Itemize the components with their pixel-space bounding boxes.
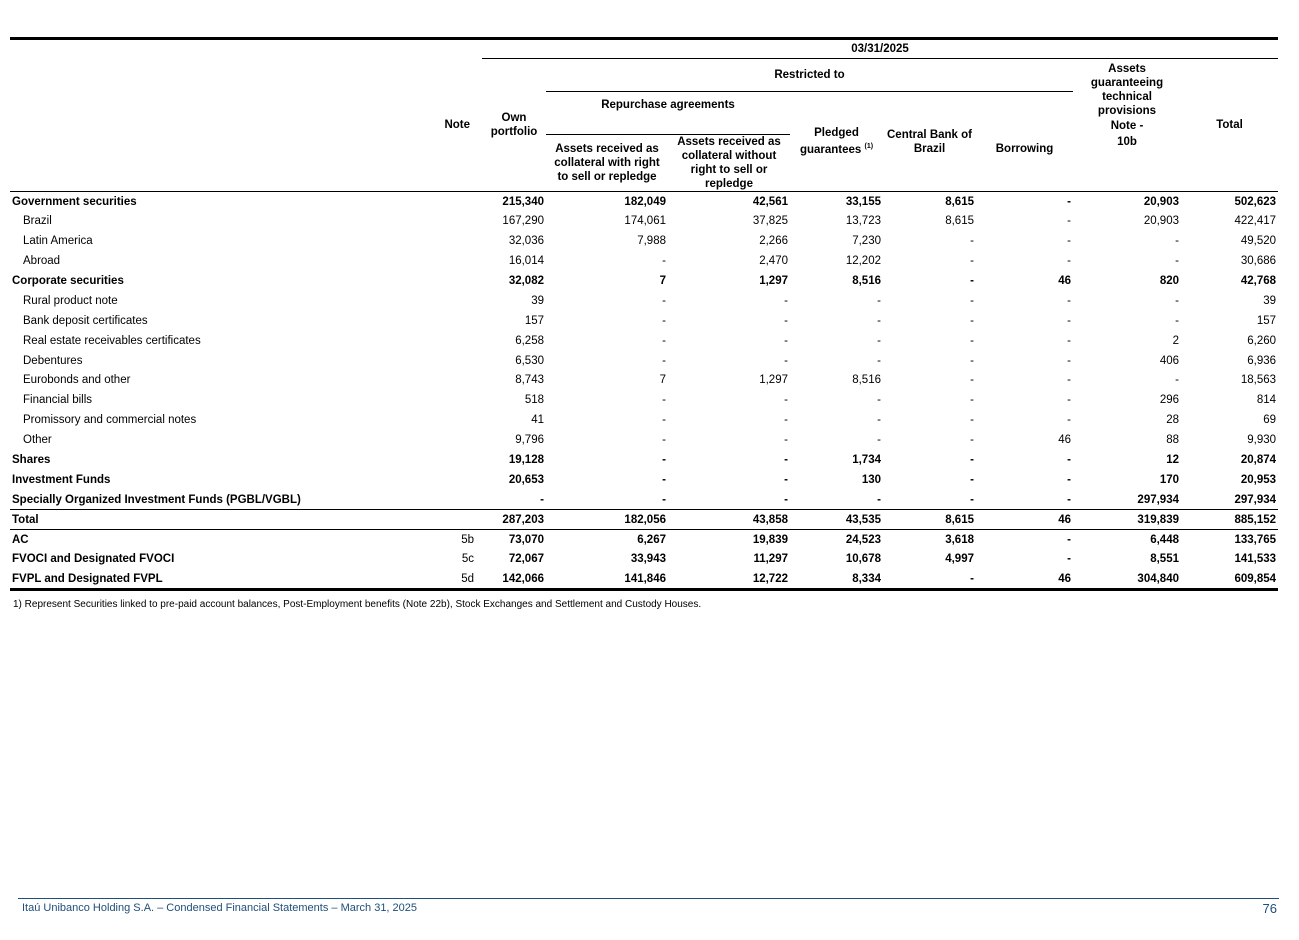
value-cell: 8,615 bbox=[883, 192, 976, 212]
row-note bbox=[392, 311, 482, 331]
table-row bbox=[10, 371, 1278, 391]
value-cell: 10,678 bbox=[845, 553, 881, 566]
value-cell: - bbox=[1175, 255, 1179, 268]
value-cell: 8,516 bbox=[852, 374, 881, 387]
value-cell: - bbox=[1067, 314, 1071, 327]
value-cell: 4,997 bbox=[945, 553, 974, 566]
value-cell: 39 bbox=[1263, 294, 1277, 307]
value-cell: 885,152 bbox=[1181, 510, 1278, 530]
value-cell: 406 bbox=[1159, 354, 1179, 367]
value-cell: - bbox=[662, 493, 666, 506]
row-label: Corporate securities bbox=[12, 275, 124, 287]
value-cell: 16,014 bbox=[508, 255, 544, 268]
row-label: Financial bills bbox=[23, 394, 93, 407]
value-cell: 8,516 bbox=[852, 275, 881, 287]
table-row bbox=[10, 430, 1278, 450]
row-label: Rural product note bbox=[23, 294, 118, 307]
value-cell: 157 bbox=[1256, 314, 1277, 327]
row-label: Investment Funds bbox=[12, 473, 111, 486]
value-cell: - bbox=[877, 414, 881, 427]
value-cell: - bbox=[1175, 235, 1179, 248]
value-cell: 19,839 bbox=[752, 533, 788, 546]
value-cell: 518 bbox=[524, 394, 544, 407]
value-cell: - bbox=[877, 294, 881, 307]
value-cell: 157 bbox=[524, 314, 544, 327]
value-cell: 18,563 bbox=[1240, 374, 1277, 387]
row-label: Specially Organized Investment Funds (PGBL/VGBL) bbox=[12, 493, 301, 506]
table-row bbox=[10, 311, 1278, 331]
value-cell: 46 bbox=[976, 510, 1073, 530]
row-note bbox=[392, 251, 482, 271]
value-cell: 28 bbox=[1166, 414, 1179, 427]
row-note: 5d bbox=[392, 569, 482, 589]
value-cell: 6,267 bbox=[637, 533, 666, 546]
value-cell: - bbox=[970, 454, 974, 467]
value-cell: 8,551 bbox=[1150, 553, 1179, 566]
value-cell: 8,743 bbox=[515, 374, 544, 387]
row-note bbox=[392, 331, 482, 351]
value-cell: 88 bbox=[1166, 434, 1179, 447]
value-cell: 20,903 bbox=[1143, 215, 1179, 228]
value-cell: 215,340 bbox=[482, 192, 546, 212]
value-cell: 20,874 bbox=[1240, 454, 1277, 467]
header-own-portfolio: Own portfolio bbox=[482, 59, 546, 192]
value-cell: - bbox=[970, 473, 974, 486]
row-note bbox=[392, 490, 482, 510]
table-row bbox=[10, 231, 1278, 251]
row-label: Bank deposit certificates bbox=[23, 314, 148, 327]
value-cell: - bbox=[662, 454, 666, 467]
row-label: Latin America bbox=[23, 235, 93, 248]
value-cell: 7 bbox=[659, 374, 666, 387]
table-row bbox=[10, 510, 1278, 530]
row-note bbox=[392, 470, 482, 490]
value-cell: - bbox=[662, 334, 666, 347]
value-cell: 820 bbox=[1159, 275, 1179, 287]
value-cell: 287,203 bbox=[482, 510, 546, 530]
row-label: Government securities bbox=[10, 192, 392, 212]
value-cell: 32,036 bbox=[508, 235, 544, 248]
value-cell: - bbox=[1067, 454, 1071, 467]
table-body bbox=[10, 192, 1278, 590]
value-cell: 142,066 bbox=[482, 569, 546, 589]
value-cell: - bbox=[662, 255, 666, 268]
value-cell: 73,070 bbox=[508, 533, 544, 546]
value-cell: - bbox=[1067, 533, 1071, 546]
header-date: 03/31/2025 bbox=[482, 39, 1278, 59]
row-note bbox=[392, 410, 482, 430]
value-cell: 33,155 bbox=[790, 192, 883, 212]
row-note bbox=[392, 211, 482, 231]
page-number: 76 bbox=[1262, 901, 1277, 916]
value-cell: - bbox=[1067, 354, 1071, 367]
table-row bbox=[10, 251, 1278, 271]
row-label: AC bbox=[12, 533, 29, 546]
row-label: Other bbox=[23, 434, 52, 447]
value-cell: 12 bbox=[1166, 454, 1179, 467]
value-cell: 2,470 bbox=[759, 255, 788, 268]
header-note-10b: Note - 10b bbox=[1110, 119, 1144, 148]
table-row bbox=[10, 470, 1278, 490]
value-cell: - bbox=[1067, 493, 1071, 506]
value-cell: - bbox=[1175, 374, 1179, 387]
value-cell: - bbox=[784, 414, 788, 427]
value-cell: - bbox=[877, 314, 881, 327]
row-note bbox=[392, 430, 482, 450]
footnote-marker: (1) bbox=[864, 143, 874, 151]
value-cell: - bbox=[1067, 334, 1071, 347]
row-note bbox=[392, 450, 482, 470]
value-cell: 2 bbox=[1172, 334, 1179, 347]
value-cell: - bbox=[970, 275, 974, 287]
header-with-right: Assets received as collateral with right to sell or repledge bbox=[554, 143, 660, 183]
value-cell: - bbox=[662, 294, 666, 307]
value-cell: - bbox=[970, 414, 974, 427]
header-restricted-to: Restricted to bbox=[546, 59, 1073, 92]
value-cell: 43,535 bbox=[790, 510, 883, 530]
header-pledged-guarantees: Pledged guarantees $^{(1)}$ bbox=[799, 127, 874, 156]
table-row bbox=[10, 450, 1278, 470]
row-label: FVOCI and Designated FVOCI bbox=[12, 553, 175, 566]
value-cell: 130 bbox=[861, 473, 881, 486]
value-cell: 46 bbox=[1058, 275, 1071, 287]
value-cell: 30,686 bbox=[1240, 255, 1277, 268]
value-cell: 6,258 bbox=[515, 334, 544, 347]
value-cell: 20,653 bbox=[508, 473, 544, 486]
value-cell: 43,858 bbox=[668, 510, 790, 530]
value-cell: - bbox=[662, 394, 666, 407]
table-row bbox=[10, 291, 1278, 311]
value-cell: - bbox=[970, 493, 974, 506]
value-cell: - bbox=[784, 394, 788, 407]
value-cell: - bbox=[784, 354, 788, 367]
value-cell: - bbox=[784, 473, 788, 486]
row-note bbox=[392, 231, 482, 251]
value-cell: 304,840 bbox=[1073, 569, 1181, 589]
table-row bbox=[10, 390, 1278, 410]
value-cell: - bbox=[662, 314, 666, 327]
value-cell: 39 bbox=[531, 294, 544, 307]
value-cell: - bbox=[1067, 215, 1071, 228]
value-cell: 69 bbox=[1263, 414, 1277, 427]
value-cell: - bbox=[970, 434, 974, 447]
value-cell: 141,533 bbox=[1234, 553, 1277, 566]
value-cell: 8,615 bbox=[883, 510, 976, 530]
table-row bbox=[10, 410, 1278, 430]
value-cell: 42,561 bbox=[668, 192, 790, 212]
header-without-right: Assets received as collateral without right to sell or repledge bbox=[677, 136, 781, 190]
value-cell: - bbox=[1175, 314, 1179, 327]
value-cell: 7 bbox=[659, 275, 666, 287]
value-cell: 6,260 bbox=[1247, 334, 1277, 347]
table-row bbox=[10, 351, 1278, 371]
value-cell: 609,854 bbox=[1181, 569, 1278, 589]
header-central-bank: Central Bank of Brazil bbox=[887, 128, 972, 155]
value-cell: 8,615 bbox=[945, 215, 974, 228]
value-cell: 12,202 bbox=[845, 255, 881, 268]
value-cell: 1,297 bbox=[759, 275, 788, 287]
value-cell: - bbox=[1067, 473, 1071, 486]
value-cell: 37,825 bbox=[752, 215, 788, 228]
row-note bbox=[392, 510, 482, 530]
value-cell: - bbox=[877, 493, 881, 506]
row-note: 5b bbox=[461, 533, 474, 546]
value-cell: 2,266 bbox=[759, 235, 788, 248]
value-cell: - bbox=[784, 334, 788, 347]
value-cell: - bbox=[970, 374, 974, 387]
table-row bbox=[10, 569, 1278, 589]
header-note: Note bbox=[444, 118, 470, 131]
value-cell: - bbox=[784, 434, 788, 447]
value-cell: 7,988 bbox=[637, 235, 666, 248]
value-cell: 42,768 bbox=[1240, 275, 1277, 287]
value-cell: - bbox=[784, 314, 788, 327]
value-cell: 41 bbox=[531, 414, 544, 427]
value-cell: 8,334 bbox=[790, 569, 883, 589]
row-note bbox=[392, 351, 482, 371]
row-note bbox=[392, 192, 482, 212]
value-cell: 141,846 bbox=[546, 569, 668, 589]
value-cell: 7,230 bbox=[852, 235, 881, 248]
row-label: Shares bbox=[12, 454, 51, 467]
value-cell: 296 bbox=[1159, 394, 1179, 407]
table-row bbox=[10, 530, 1278, 550]
value-cell: 33,943 bbox=[630, 553, 666, 566]
row-label: Total bbox=[10, 510, 392, 530]
value-cell: 167,290 bbox=[502, 215, 544, 228]
value-cell: 297,934 bbox=[1137, 493, 1179, 506]
value-cell: - bbox=[970, 255, 974, 268]
value-cell: 3,618 bbox=[945, 533, 974, 546]
value-cell: - bbox=[970, 394, 974, 407]
value-cell: - bbox=[970, 334, 974, 347]
value-cell: - bbox=[970, 294, 974, 307]
row-note bbox=[392, 390, 482, 410]
table-row bbox=[10, 490, 1278, 510]
value-cell: 9,930 bbox=[1247, 434, 1277, 447]
table-row bbox=[10, 192, 1278, 212]
row-label: Abroad bbox=[23, 255, 61, 268]
value-cell: 319,839 bbox=[1073, 510, 1181, 530]
value-cell: - bbox=[877, 394, 881, 407]
table-row bbox=[10, 331, 1278, 351]
row-note bbox=[392, 271, 482, 291]
value-cell: 297,934 bbox=[1234, 493, 1277, 506]
value-cell: 20,903 bbox=[1073, 192, 1181, 212]
header-borrowing: Borrowing bbox=[995, 142, 1054, 155]
row-label: Real estate receivables certificates bbox=[23, 334, 201, 347]
value-cell: - bbox=[883, 569, 976, 589]
footnote: 1) Represent Securities linked to pre-paid account balances, Post-Employment benefits (Note 22b), Stock Exchanges and Settlement and Custody Houses. bbox=[13, 599, 702, 610]
value-cell: 46 bbox=[976, 569, 1073, 589]
value-cell: 11,297 bbox=[753, 553, 788, 566]
header-total: Total bbox=[1181, 59, 1278, 192]
value-cell: - bbox=[1175, 294, 1179, 307]
value-cell: - bbox=[662, 414, 666, 427]
value-cell: 133,765 bbox=[1234, 533, 1277, 546]
value-cell: 174,061 bbox=[624, 215, 666, 228]
row-note bbox=[392, 291, 482, 311]
value-cell: 20,953 bbox=[1240, 473, 1277, 486]
value-cell: - bbox=[1067, 414, 1071, 427]
value-cell: - bbox=[662, 473, 666, 486]
header-assets-guaranteeing: Assets guaranteeing technical provisions bbox=[1073, 59, 1181, 118]
value-cell: - bbox=[1067, 255, 1071, 268]
value-cell: - bbox=[662, 354, 666, 367]
value-cell: - bbox=[1067, 394, 1071, 407]
value-cell: 49,520 bbox=[1240, 235, 1277, 248]
value-cell: - bbox=[784, 294, 788, 307]
value-cell: - bbox=[1067, 235, 1071, 248]
value-cell: - bbox=[877, 354, 881, 367]
value-cell: 32,082 bbox=[508, 275, 544, 287]
value-cell: - bbox=[877, 434, 881, 447]
value-cell: - bbox=[970, 235, 974, 248]
value-cell: - bbox=[540, 493, 544, 506]
value-cell: 6,530 bbox=[515, 354, 544, 367]
value-cell: 6,448 bbox=[1150, 533, 1179, 546]
value-cell: 182,056 bbox=[546, 510, 668, 530]
table-row bbox=[10, 211, 1278, 231]
value-cell: 72,067 bbox=[508, 553, 544, 566]
value-cell: - bbox=[970, 354, 974, 367]
value-cell: 12,722 bbox=[668, 569, 790, 589]
row-label: Promissory and commercial notes bbox=[23, 414, 197, 427]
footer-divider bbox=[18, 898, 1279, 899]
value-cell: 1,734 bbox=[852, 454, 881, 467]
value-cell: - bbox=[662, 434, 666, 447]
value-cell: 814 bbox=[1256, 394, 1277, 407]
value-cell: - bbox=[1067, 294, 1071, 307]
value-cell: - bbox=[1067, 553, 1071, 566]
value-cell: 24,523 bbox=[845, 533, 881, 546]
value-cell: - bbox=[877, 334, 881, 347]
value-cell: 502,623 bbox=[1181, 192, 1278, 212]
value-cell: 1,297 bbox=[759, 374, 788, 387]
row-label: Brazil bbox=[23, 215, 52, 228]
row-label: Eurobonds and other bbox=[23, 374, 131, 387]
value-cell: - bbox=[784, 493, 788, 506]
value-cell: 170 bbox=[1159, 473, 1179, 486]
row-note bbox=[392, 371, 482, 391]
header-repurchase-agreements: Repurchase agreements bbox=[601, 98, 735, 111]
row-note: 5c bbox=[461, 553, 474, 566]
securities-table bbox=[10, 37, 1278, 591]
table-row bbox=[10, 550, 1278, 570]
value-cell: 6,936 bbox=[1247, 354, 1277, 367]
value-cell: - bbox=[976, 192, 1073, 212]
row-label: FVPL and Designated FVPL bbox=[10, 569, 392, 589]
value-cell: 9,796 bbox=[515, 434, 544, 447]
row-label: Debentures bbox=[23, 354, 83, 367]
value-cell: 19,128 bbox=[508, 454, 544, 467]
value-cell: 13,723 bbox=[845, 215, 881, 228]
value-cell: 422,417 bbox=[1234, 215, 1277, 228]
footer-text: Itaú Unibanco Holding S.A. – Condensed Financial Statements – March 31, 2025 bbox=[22, 902, 418, 914]
value-cell: - bbox=[1067, 374, 1071, 387]
value-cell: 182,049 bbox=[546, 192, 668, 212]
value-cell: - bbox=[784, 454, 788, 467]
table-row bbox=[10, 271, 1278, 291]
value-cell: - bbox=[970, 314, 974, 327]
value-cell: 46 bbox=[1058, 434, 1071, 447]
